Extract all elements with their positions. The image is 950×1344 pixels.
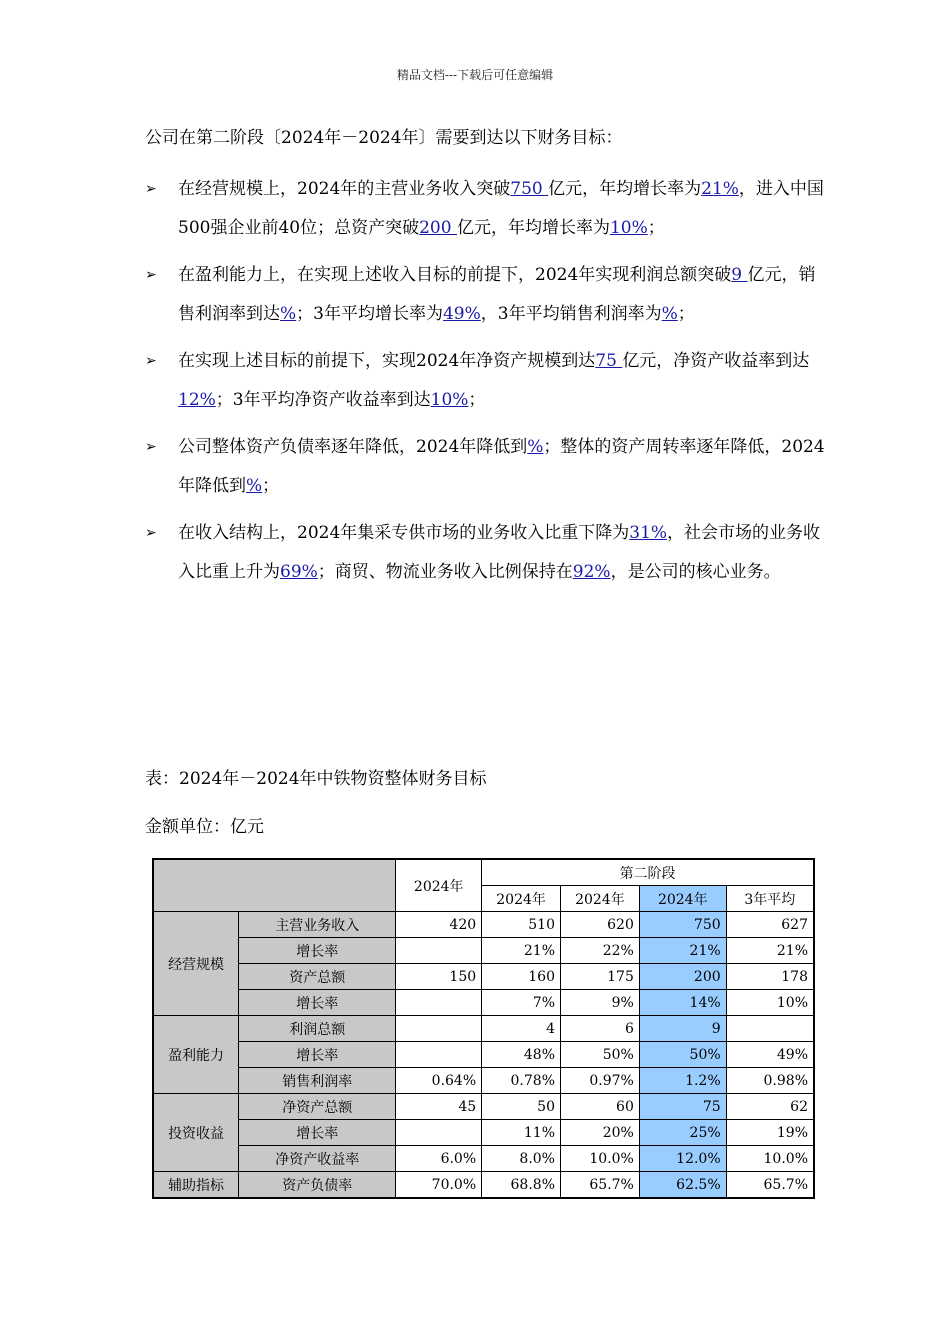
value-cell: 70.0% [396,1172,482,1199]
metric-label-cell: 净资产总额 [239,1094,396,1120]
value-cell-highlight: 50% [639,1042,726,1068]
metric-label-cell: 销售利润率 [239,1068,396,1094]
col-header-stage: 第二阶段 [482,859,814,886]
value-cell: 45 [396,1094,482,1120]
highlighted-value: % [527,437,544,457]
bullet-text: 在经营规模上，2024年的主营业务收入突破 [178,179,511,199]
group-label-cell: 经营规模 [153,912,239,1016]
metric-label-cell: 增长率 [239,1042,396,1068]
value-cell: 60 [561,1094,640,1120]
value-cell: 510 [482,912,561,938]
value-cell [726,1016,814,1042]
metric-label-cell: 利润总额 [239,1016,396,1042]
group-label-cell: 辅助指标 [153,1172,239,1199]
financial-targets-table [152,858,815,1199]
target-bullet [145,428,825,506]
bullet-text: ； [677,304,695,324]
metric-label-cell: 主营业务收入 [239,912,396,938]
target-bullet-list [145,170,825,600]
bullet-text: ； [647,218,665,238]
value-cell: 620 [561,912,640,938]
bullet-text: ； [468,390,486,410]
value-cell-highlight: 21% [639,938,726,964]
value-cell: 9% [561,990,640,1016]
target-bullet [145,514,825,592]
metric-label-cell: 资产总额 [239,964,396,990]
table-row [153,1042,814,1068]
target-bullet [145,170,825,248]
value-cell: 10% [726,990,814,1016]
highlighted-value: 10% [430,390,469,410]
metric-label-cell: 资产负债率 [239,1172,396,1199]
target-bullet [145,256,825,334]
value-cell: 50 [482,1094,561,1120]
table-row [153,1016,814,1042]
highlighted-value: % [246,476,263,496]
highlighted-value: 31% [629,523,668,543]
value-cell [396,1016,482,1042]
metric-label-cell: 增长率 [239,990,396,1016]
table-row [153,912,814,938]
value-cell: 50% [561,1042,640,1068]
metric-label-cell: 增长率 [239,1120,396,1146]
value-cell: 0.98% [726,1068,814,1094]
bullet-arrow-icon: ➢ [145,181,157,197]
bullet-text: ，进入中国500强企业前40位；总资产突破 [178,179,824,238]
highlighted-value: 9 [731,265,748,285]
highlighted-value: 10% [609,218,648,238]
table-row [153,1094,814,1120]
value-cell: 160 [482,964,561,990]
bullet-text: ；整体的资产周转率逐年降低，2024年降低到 [178,437,825,496]
target-bullet [145,342,825,420]
bullet-text: 亿元，销售利润率到达 [178,265,816,324]
value-cell: 21% [482,938,561,964]
table-row [153,1146,814,1172]
bullet-text: 亿元，年均增长率为 [456,218,610,238]
unit-label: 金额单位：亿元 [145,817,264,837]
page-header: 精品文档---下载后可任意编辑 [396,68,554,82]
highlighted-value: 49% [442,304,481,324]
table-corner-cell [153,859,396,912]
col-header-year-highlight: 2024年 [639,886,726,912]
bullet-text: ，是公司的核心业务。 [610,562,781,582]
value-cell: 21% [726,938,814,964]
table-title: 表：2024年－2024年中铁物资整体财务目标 [145,769,487,789]
bullet-text: 亿元，年均增长率为 [548,179,702,199]
value-cell: 150 [396,964,482,990]
col-header-first-year: 2024年 [396,859,482,912]
col-header-year: 2024年 [561,886,640,912]
value-cell: 20% [561,1120,640,1146]
bullet-text: 在收入结构上，2024年集采专供市场的业务收入比重下降为 [178,523,630,543]
highlighted-value: 92% [572,562,611,582]
value-cell: 175 [561,964,640,990]
table-row [153,1068,814,1094]
col-header-average: 3年平均 [726,886,814,912]
value-cell: 19% [726,1120,814,1146]
value-cell: 48% [482,1042,561,1068]
bullet-arrow-icon: ➢ [145,267,157,283]
metric-label-cell: 增长率 [239,938,396,964]
value-cell: 7% [482,990,561,1016]
bullet-text: 公司整体资产负债率逐年降低，2024年降低到 [178,437,528,457]
value-cell: 65.7% [561,1172,640,1199]
bullet-arrow-icon: ➢ [145,525,157,541]
intro-paragraph: 公司在第二阶段〔2024年－2024年〕需要到达以下财务目标： [145,128,623,148]
value-cell-highlight: 12.0% [639,1146,726,1172]
table-row [153,1172,814,1199]
group-label-cell: 盈利能力 [153,1016,239,1094]
table-row [153,938,814,964]
value-cell: 49% [726,1042,814,1068]
value-cell-highlight: 14% [639,990,726,1016]
bullet-text: ；商贸、物流业务收入比例保持在 [317,562,573,582]
value-cell: 22% [561,938,640,964]
value-cell: 420 [396,912,482,938]
bullet-text: ，社会市场的业务收入比重上升为 [178,523,821,582]
metric-label-cell: 净资产收益率 [239,1146,396,1172]
bullet-text: 亿元，净资产收益率到达 [622,351,810,371]
value-cell: 0.64% [396,1068,482,1094]
highlighted-value: % [280,304,297,324]
group-label-cell: 投资收益 [153,1094,239,1172]
highlighted-value: 750 [510,179,549,199]
bullet-arrow-icon: ➢ [145,439,157,455]
col-header-year: 2024年 [482,886,561,912]
highlighted-value: 200 [419,218,457,238]
value-cell: 0.97% [561,1068,640,1094]
bullet-text: ； [262,476,280,496]
value-cell [396,990,482,1016]
table-row [153,990,814,1016]
value-cell-highlight: 25% [639,1120,726,1146]
value-cell [396,1120,482,1146]
highlighted-value: 21% [701,179,739,199]
value-cell-highlight: 62.5% [639,1172,726,1199]
value-cell-highlight: 75 [639,1094,726,1120]
bullet-text: 在盈利能力上，在实现上述收入目标的前提下，2024年实现利润总额突破 [178,265,732,285]
value-cell [396,938,482,964]
value-cell: 178 [726,964,814,990]
value-cell: 6.0% [396,1146,482,1172]
value-cell: 68.8% [482,1172,561,1199]
bullet-text: ，3年平均销售利润率为 [480,304,662,324]
highlighted-value: % [661,304,678,324]
bullet-text: ；3年平均增长率为 [296,304,443,324]
value-cell: 6 [561,1016,640,1042]
value-cell-highlight: 1.2% [639,1068,726,1094]
value-cell: 65.7% [726,1172,814,1199]
value-cell: 4 [482,1016,561,1042]
value-cell: 627 [726,912,814,938]
highlighted-value: 12% [178,390,216,410]
value-cell-highlight: 9 [639,1016,726,1042]
value-cell: 10.0% [726,1146,814,1172]
table-row [153,964,814,990]
value-cell-highlight: 750 [639,912,726,938]
value-cell: 10.0% [561,1146,640,1172]
highlighted-value: 75 [595,351,623,371]
value-cell [396,1042,482,1068]
value-cell: 62 [726,1094,814,1120]
value-cell: 11% [482,1120,561,1146]
value-cell-highlight: 200 [639,964,726,990]
highlighted-value: 69% [280,562,318,582]
value-cell: 0.78% [482,1068,561,1094]
bullet-arrow-icon: ➢ [145,353,157,369]
value-cell: 8.0% [482,1146,561,1172]
bullet-text: 在实现上述目标的前提下，实现2024年净资产规模到达 [178,351,596,371]
bullet-text: ；3年平均净资产收益率到达 [215,390,431,410]
table-row [153,1120,814,1146]
